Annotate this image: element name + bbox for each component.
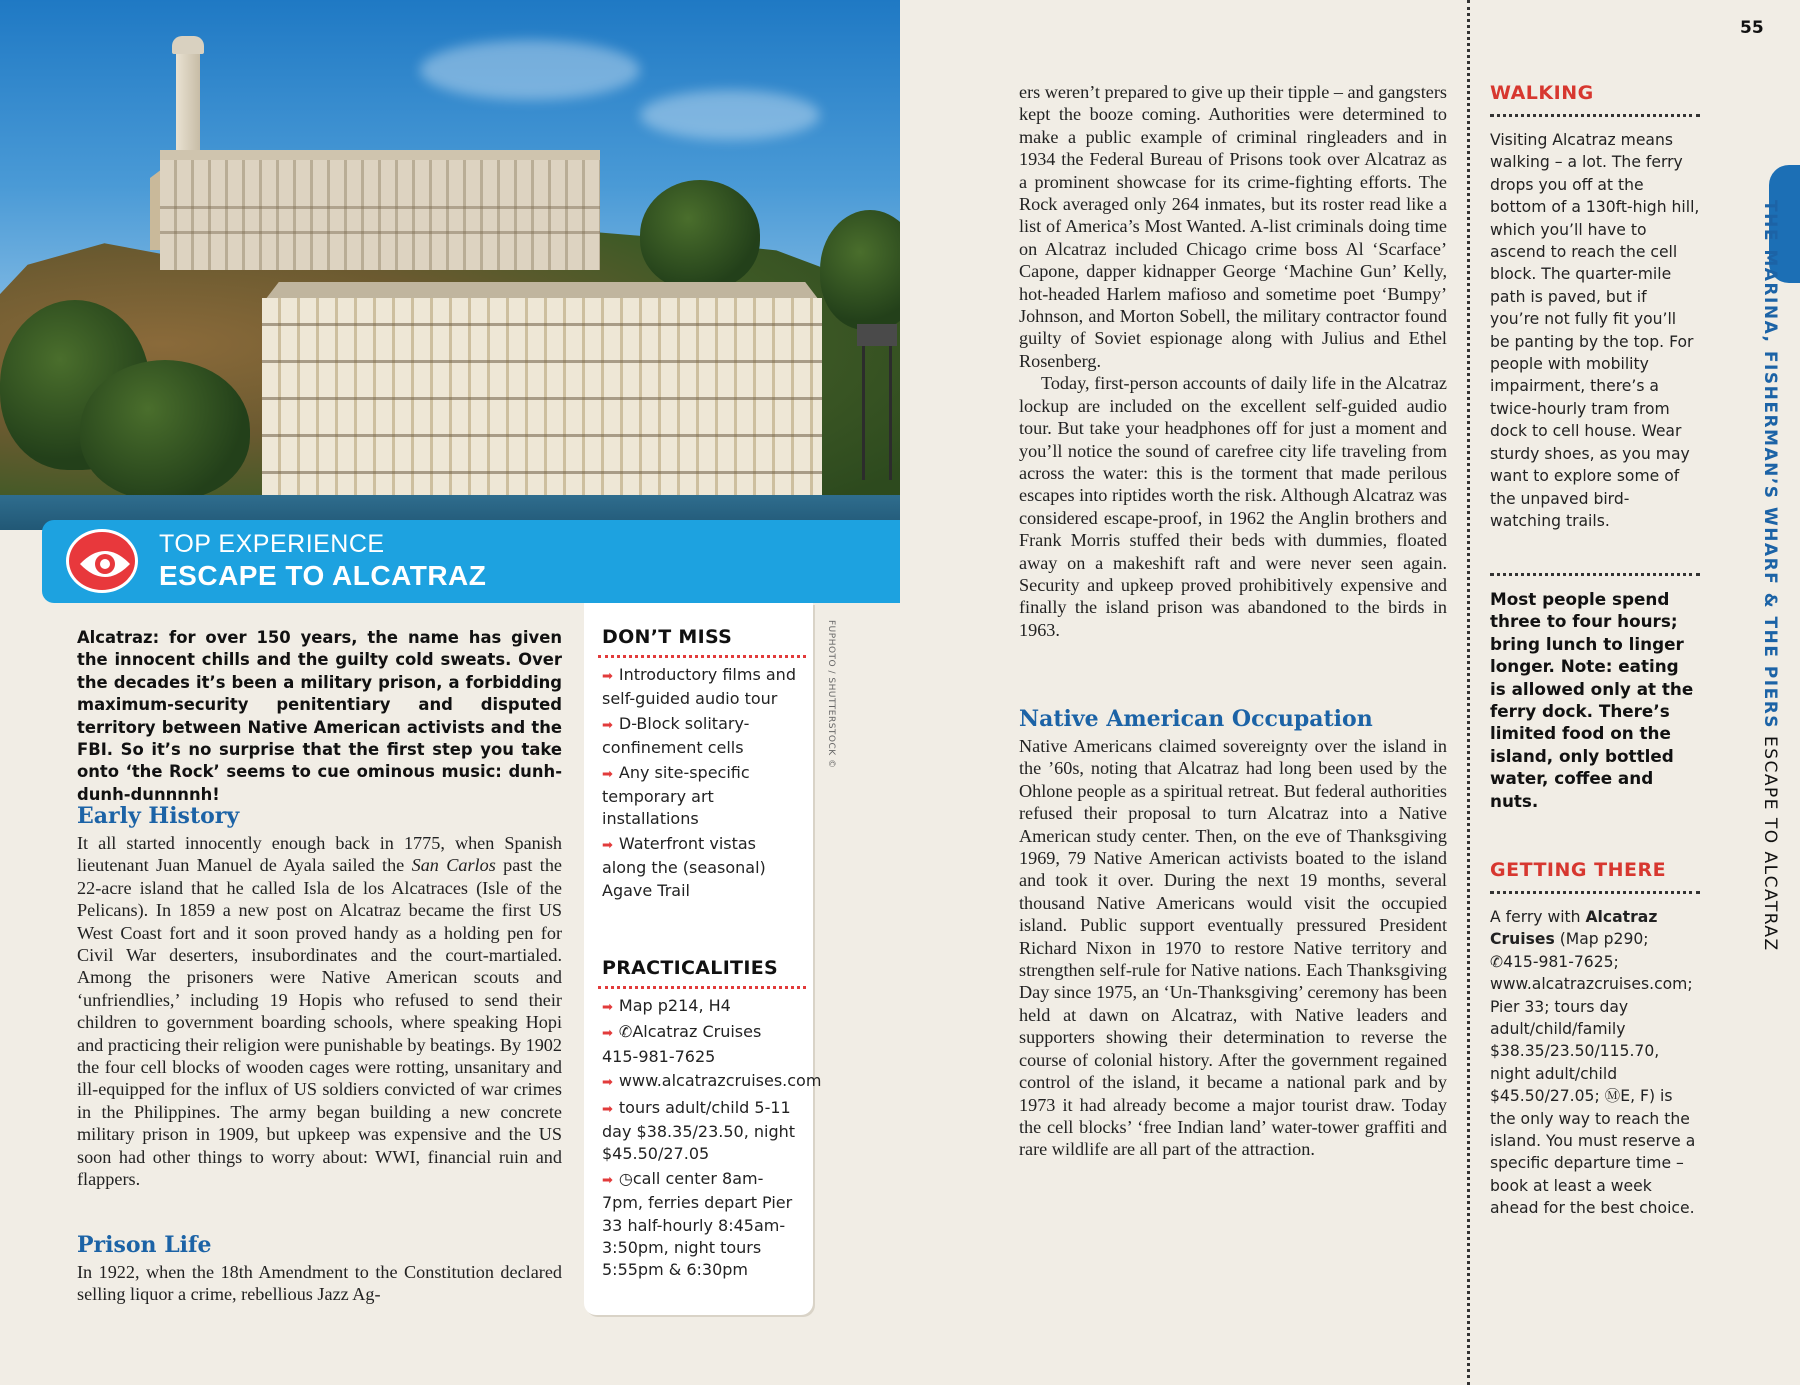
website-link[interactable]: www.alcatrazcruises.com <box>618 1071 822 1091</box>
running-head-section: THE MARINA, FISHERMAN’S WHARF & THE PIERS <box>1760 200 1780 730</box>
walking-heading: WALKING <box>1490 82 1594 104</box>
list-item[interactable] <box>602 1070 822 1094</box>
photo-credit: FUPHOTO / SHUTTERSTOCK © <box>826 620 836 769</box>
list-item: ➡ D-Block solitary-confinement cells <box>602 713 750 758</box>
intro-paragraph: Alcatraz: for over 150 years, the name has given the innocent chills and the guilty cold sweats. Over the decades it’s been a military prison, a forbidding maximum-security penitentiary and disputed territory between Native American activists and the FBI. So it’s no surprise that the first step you take onto ‘the Rock’ seems to cue ominous music: dunh-dunh-dunnnnh! <box>77 628 562 804</box>
list-item: ➡ Map p214, H4 <box>602 996 731 1015</box>
arrow-icon: ➡ <box>602 1101 613 1117</box>
running-head <box>1760 200 1780 952</box>
paragraph: Today, first-person accounts of daily life in the Alcatraz lockup are included on the excellent self-guided audio tour. But take your headphones off for just a moment and you’ll notice the sound of carefree city life traveling from across the water: this is the torment that made perilous escapes into riptides worth the risk. Although Alcatraz was considered escape-proof, in 1962 the Anglin brothers and Frank Morris stuffed their beds with dummies, floated away on a makeshift raft and were never seen again. Security and upkeep proved prohibitively expensive and finally the island prison was abandoned to the birds in 1963. <box>1019 373 1447 640</box>
operator-name: Alcatraz Cruises <box>1490 908 1658 949</box>
top-experience-banner <box>42 520 900 603</box>
middle-column-text <box>1019 81 1447 641</box>
dont-miss-box <box>584 603 822 1315</box>
eye-icon <box>66 529 138 593</box>
arrow-icon: ➡ <box>602 669 613 684</box>
prison-life-text: In 1922, when the 18th Amendment to the Constitution declared selling liquor a crime, rebellious Jazz Ag- <box>77 1262 562 1305</box>
dont-miss-list <box>602 664 802 904</box>
lighthouse <box>176 52 200 162</box>
tip-text: Most people spend three to four hours; bring lunch to linger longer. Note: eating is allowed only at the ferry dock. There’s limited food on the island, only bottled water, coffee and nuts. <box>1490 589 1694 811</box>
getting-there-heading: GETTING THERE <box>1490 859 1667 881</box>
arrow-icon: ➡ <box>602 837 613 853</box>
barracks-building <box>262 298 822 508</box>
walking-text: Visiting Alcatraz means walking – a lot. The ferry drops you off at the bottom of a 130ft-high hill, which you’ll have to ascend to reach the cell block. The quarter-mile path is paved, but if you’re not fully fit you’ll be panting by the top. For people with mobility impairment, there’s a twice-hourly tram from dock to cell house. Wear sturdy shoes, as you may want to explore some of the unpaved bird-watching trails. <box>1490 131 1700 530</box>
heading-early-history: Early History <box>77 803 240 829</box>
dont-miss-heading: DON’T MISS <box>602 626 733 648</box>
early-history-text-a: It all started innocently enough back in 1775, when Spanish lieutenant Juan Manuel de Ayala sailed the <box>77 833 562 876</box>
banner-kicker: TOP EXPERIENCE <box>159 530 385 558</box>
practicalities-list <box>602 995 822 1284</box>
getting-there-text: A ferry with Alcatraz Cruises (Map p290; ✆415-981-7625; www.alcatrazcruises.com; Pier 33; tours day adult/child/family $38.35/23.50/115.70, night adult/child $45.50/27.05; ⓂE, F) is the only way to reach the island. You must reserve a specific departure time – book at least a week ahead for the best choice. <box>1490 908 1696 1218</box>
running-head-chapter: ESCAPE TO ALCATRAZ <box>1760 729 1780 952</box>
cellhouse <box>160 150 600 270</box>
arrow-icon: ➡ <box>602 1026 613 1042</box>
banner-title: ESCAPE TO ALCATRAZ <box>159 560 487 591</box>
list-item: ➡ Waterfront vistas along the (seasonal) Agave Trail <box>602 833 766 900</box>
arrow-icon: ➡ <box>602 717 613 733</box>
list-item: ➡ tours adult/child 5-11 day $38.35/23.50, night $45.50/27.05 <box>602 1097 796 1164</box>
heading-prison-life: Prison Life <box>77 1232 212 1258</box>
hero-photo <box>0 0 900 530</box>
arrow-icon: ➡ <box>602 766 613 782</box>
walking-note <box>1490 82 1700 532</box>
time-tip <box>1490 573 1700 812</box>
arrow-icon: ➡ <box>602 1172 613 1188</box>
heading-native-american-occupation: Native American Occupation <box>1019 706 1373 732</box>
list-item: ➡ ◷call center 8am-7pm, ferries depart Pier 33 half-hourly 8:45am-3:50pm, night tours 5:55pm & 6:30pm <box>602 1168 793 1280</box>
list-item: ➡ Introductory films and self-guided audio tour <box>602 665 796 709</box>
list-item: ➡ Any site-specific temporary art installations <box>602 762 750 829</box>
column-divider <box>1467 0 1470 1385</box>
arrow-icon: ➡ <box>602 1075 613 1091</box>
practicalities-heading: PRACTICALITIES <box>602 957 778 979</box>
early-history-text <box>77 832 562 1191</box>
early-history-text-b: past the 22-acre island that he called Isla de los Alcatraces (Isle of the Pelicans). In 1859 a new post on Alcatraz became the first US West Coast fort and it soon proved handy as a holding pen for Civil War deserters, insubordinates and the court-martialed. Among the prisoners were Native American scouts and ‘unfriendlies,’ including 19 Hopis who refused to send their children to government boarding schools, where speaking Hopi and practicing their religion were punishable by beatings. By 1902 the four cell blocks of wooden cages were rotting, unsanitary and ill-equipped for the influx of US soldiers convicted of war crimes in the Philippines. The army began building a new concrete military prison in 1909, but upkeep was expensive and the US soon had other things to worry about: WWI, financial ruin and flappers. <box>77 855 562 1190</box>
paragraph: ers weren’t prepared to give up their tipple – and gangsters kept the booze coming. Authorities were determined to make a public example of criminal ringleaders and in 1934 the Federal Bureau of Prisons took over Alcatraz as a prominent showcase for its crime-fighting efforts. The Rock averaged only 264 inmates, but its roster read like a list of America’s Most Wanted. A-list criminals doing time on Alcatraz included Chicago crime boss Al ‘Scarface’ Capone, dapper kidnapper George ‘Machine Gun’ Kelly, hot-headed Harlem mafioso and sometime poet ‘Bumpy’ Johnson, and Morton Sobell, the military contractor found guilty of Soviet espionage along with Julius and Ethel Rosenberg. <box>1019 82 1447 371</box>
getting-there-note <box>1490 859 1700 1220</box>
ship-name: San Carlos <box>411 855 496 876</box>
list-item: ➡ ✆Alcatraz Cruises 415-981-7625 <box>602 1022 762 1066</box>
page-number: 55 <box>1740 18 1764 38</box>
arrow-icon: ➡ <box>602 1000 613 1015</box>
native-american-text: Native Americans claimed sovereignty over the island in the ’60s, noting that Alcatraz had long been used by the Ohlone people as a spiritual retreat. But federal authorities refused their proposal to turn Alcatraz into a Native American study center. Then, on the eve of Thanksgiving 1969, 79 Native American activists boated to the island and took it over. During the next 19 months, several thousand Native Americans would visit the occupied island. Public support eventually pressured President Richard Nixon in 1970 to restore Native territory and strengthen self-rule for Native nations. Each Thanksgiving Day since 1975, an ‘Un-Thanksgiving’ ceremony has been held at dawn on Alcatraz, with Native leaders and supporters showing their determination to reverse the course of colonial history. After the government regained control of the island, it became a national park and by 1973 it had already become a major tourist draw. Today the cell blocks’ ‘free Indian land’ water-tower graffiti and rare wildlife are all part of the attraction. <box>1019 736 1447 1160</box>
water-tower <box>862 340 892 480</box>
